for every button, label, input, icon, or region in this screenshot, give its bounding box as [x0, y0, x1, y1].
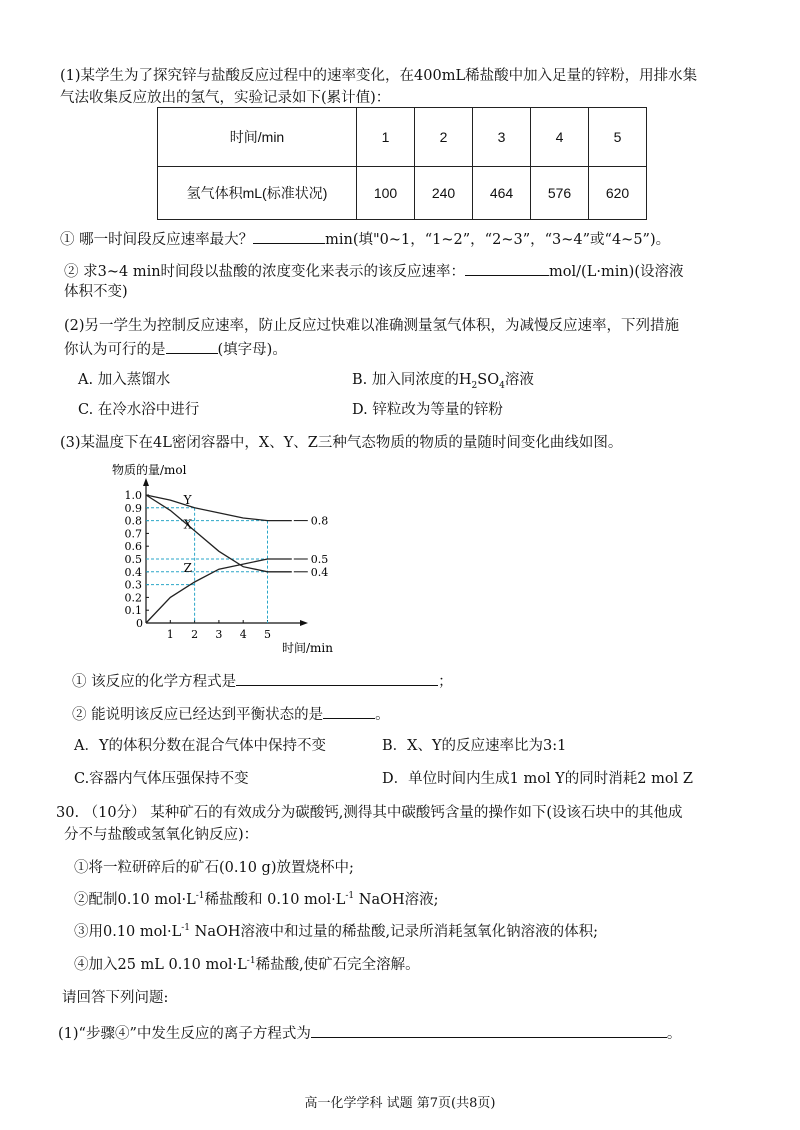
q1-sub1-text-after: min(填"0~1，“1~2”，“2~3”，“3~4”或“4~5”)。 — [325, 232, 671, 248]
table-row — [158, 108, 647, 167]
q3-sub2 — [72, 703, 390, 725]
answer-blank[interactable] — [253, 228, 325, 244]
q30-step4-text: ④加入25 mL 0.10 mol·L — [74, 957, 247, 973]
q1-sub1-text: ① 哪一时间段反应速率最大？ — [60, 232, 254, 248]
series-label-y: Y — [183, 492, 192, 507]
x-tick-label: 4 — [239, 628, 247, 641]
y-tick-label: 1.0 — [124, 489, 142, 502]
q30-sub1 — [58, 1022, 681, 1044]
superscript: -1 — [195, 891, 205, 902]
y-tick-label: 0.7 — [124, 527, 142, 541]
table-header-volume: 氢气体积mL(标准状况) — [158, 167, 357, 220]
q3-option-c: C.容器内气体压强保持不变 — [74, 771, 249, 787]
q30-step4 — [74, 955, 420, 975]
y-tick-label: 0.8 — [124, 514, 142, 528]
q30-step3-text: NaOH溶液中和过量的稀盐酸,记录所消耗氢氧化钠溶液的体积; — [190, 924, 598, 940]
q1-sub2-line2: 体积不变) — [64, 284, 128, 300]
q3-sub1-text: ① 该反应的化学方程式是 — [72, 674, 237, 690]
origin-label: 0 — [136, 617, 143, 630]
q1-sub2-text-after: mol/(L·min)(设溶液 — [549, 264, 684, 280]
q3-option-a: A．Y的体积分数在混合气体中保持不变 — [74, 738, 327, 754]
table-cell: 4 — [531, 108, 589, 167]
series-label-x: X — [183, 517, 193, 532]
table-row — [158, 167, 647, 220]
end-value-label: 0.5 — [310, 553, 329, 566]
chart-guides — [146, 508, 268, 623]
y-axis-label: 物质的量/mol — [112, 463, 187, 477]
q3-sub1 — [72, 670, 453, 692]
series-line-z — [146, 559, 292, 623]
x-tick-label: 3 — [215, 628, 223, 641]
table-cell: 3 — [473, 108, 531, 167]
q2-line1: (2)另一学生为控制反应速率，防止反应过快难以准确测量氢气体积，为减慢反应速率，下列措施 — [64, 318, 680, 334]
superscript: -1 — [246, 956, 256, 967]
q2-option-b-text: 溶液 — [504, 372, 534, 388]
y-tick-label: 0.1 — [124, 604, 142, 618]
table-cell: 2 — [415, 108, 473, 167]
table-cell: 100 — [357, 167, 415, 220]
q30-step3-text: ③用0.10 mol·L — [74, 924, 182, 940]
subscript: 2 — [471, 380, 478, 391]
superscript: -1 — [345, 891, 355, 902]
y-tick-label: 0.9 — [124, 501, 142, 515]
y-tick-label: 0.5 — [124, 553, 142, 566]
q2-option-a: A. 加入蒸馏水 — [78, 372, 171, 388]
x-tick-label: 1 — [166, 628, 174, 641]
x-tick-label: 2 — [191, 628, 199, 641]
q2-line2 — [64, 338, 287, 360]
q2-line2-text: 你认为可行的是 — [64, 342, 166, 358]
q30-sub1-text-after: 。 — [666, 1026, 682, 1042]
q30-ask: 请回答下列问题: — [62, 990, 169, 1006]
q30-step2-text: NaOH溶液; — [354, 892, 439, 908]
q3-option-d: D．单位时间内生成1 mol Y的同时消耗2 mol Z — [382, 771, 693, 787]
q30-step2-text: 稀盐酸和 0.10 mol·L — [204, 892, 346, 908]
q3-sub2-text-after: 。 — [375, 707, 390, 723]
table-cell: 464 — [473, 167, 531, 220]
q2-option-b — [352, 370, 534, 390]
y-axis-arrow — [143, 478, 149, 486]
q1-sub2-text: ② 求3~4 min时间段以盐酸的浓度变化来表示的该反应速率： — [64, 264, 466, 280]
q3-line1: (3)某温度下在4L密闭容器中，X、Y、Z三种气态物质的物质的量随时间变化曲线如图。 — [60, 435, 623, 451]
q3-sub2-text: ② 能说明该反应已经达到平衡状态的是 — [72, 707, 324, 723]
x-axis-arrow — [300, 620, 308, 626]
q3-option-b: B．X、Y的反应速率比为3:1 — [382, 738, 567, 754]
y-tick-label: 0.4 — [124, 565, 142, 579]
q1-sub1 — [60, 228, 670, 250]
y-tick-label: 0.2 — [124, 591, 142, 605]
table-cell: 620 — [589, 167, 647, 220]
q1-sub2 — [64, 260, 683, 282]
q30-step2 — [74, 890, 439, 910]
answer-blank[interactable] — [323, 703, 375, 719]
q1-intro-line2: 气法收集反应放出的氢气，实验记录如下(累计值)： — [60, 90, 391, 106]
q30-step4-text: 稀盐酸,使矿石完全溶解。 — [255, 957, 420, 973]
answer-blank[interactable] — [236, 670, 438, 686]
q2-option-b-text: SO — [477, 372, 500, 388]
y-tick-label: 0.3 — [124, 578, 142, 592]
q30-line2: 分不与盐酸或氢氧化钠反应)： — [64, 827, 259, 843]
y-tick-label: 0.6 — [124, 540, 142, 554]
end-value-label: 0.4 — [310, 565, 329, 579]
q1-intro-line1: (1)某学生为了探究锌与盐酸反应过程中的速率变化，在400mL稀盐酸中加入足量的锌粉，用排水集 — [60, 68, 698, 84]
series-label-z: Z — [183, 560, 193, 575]
series-line-x — [146, 492, 292, 572]
answer-blank[interactable] — [465, 260, 549, 276]
page-footer: 高一化学学科 试题 第7页(共8页) — [304, 1096, 496, 1111]
q2-option-d: D. 锌粒改为等量的锌粉 — [352, 402, 503, 418]
table-cell: 240 — [415, 167, 473, 220]
end-value-label: 0.8 — [310, 514, 329, 528]
table-header-time: 时间/min — [158, 108, 357, 167]
q30-sub1-text: (1)“步骤④”中发生反应的离子方程式为 — [58, 1026, 311, 1042]
q30-line1: 30. （10分） 某种矿石的有效成分为碳酸钙,测得其中碳酸钙含量的操作如下(设该石块中的其他成 — [56, 805, 683, 821]
table-cell: 576 — [531, 167, 589, 220]
table-cell: 1 — [357, 108, 415, 167]
q30-step2-text: ②配制0.10 mol·L — [74, 892, 196, 908]
answer-blank[interactable] — [311, 1022, 667, 1038]
q30-step3 — [74, 922, 598, 942]
q3-sub1-text-after: ； — [438, 674, 453, 690]
q2-option-b-text: B. 加入同浓度的H — [352, 372, 472, 388]
hydrogen-volume-table — [157, 107, 647, 220]
x-axis-label: 时间/min — [282, 641, 333, 655]
table-cell: 5 — [589, 108, 647, 167]
q2-line2-text-after: (填字母)。 — [217, 342, 287, 358]
superscript: -1 — [181, 923, 191, 934]
x-tick-label: 5 — [264, 628, 271, 641]
q30-step1: ①将一粒研碎后的矿石(0.10 g)放置烧杯中; — [74, 860, 354, 876]
mole-time-chart — [100, 460, 360, 660]
answer-blank[interactable] — [166, 338, 218, 354]
q2-option-c: C. 在冷水浴中进行 — [78, 402, 200, 418]
subscript: 4 — [499, 380, 505, 391]
